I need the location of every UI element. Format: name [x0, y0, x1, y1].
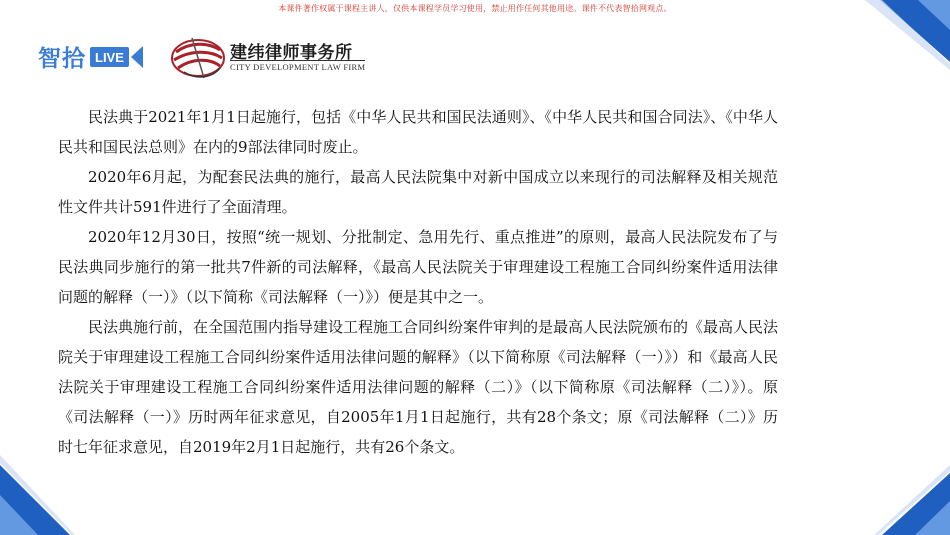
corner-decoration-top-right: [860, 0, 950, 70]
live-badge: LIVE: [90, 47, 129, 67]
zhishi-live-logo: [38, 40, 143, 73]
copyright-notice: 本课件著作权属于课程主讲人，仅供本课程学员学习使用，禁止用作任何其他用途。课件不代表智拾网观点。: [278, 4, 672, 13]
paragraph: 2020年6月起，为配套民法典的施行，最高人民法院集中对新中国成立以来现行的司法解释及相关规范性文件共计591件进行了全面清理。: [58, 168, 778, 216]
corner-decoration-bottom-right: [860, 465, 950, 535]
paragraph: 民法典于2021年1月1日起施行，包括《中华人民共和国民法通则》、《中华人民共和国合同法》、《中华人民共和国民法总则》在内的9部法律同时废止。: [58, 108, 778, 156]
firm-name-english: CITY DEVELOPMENT LAW FIRM: [230, 62, 366, 72]
play-arrow-icon: [131, 46, 143, 68]
main-content: [58, 102, 778, 462]
paragraph: 民法典施行前，在全国范围内指导建设工程施工合同纠纷案件审判的是最高人民法院颁布的《最高人民法院关于审理建设工程施工合同纠纷案件适用法律问题的解释》（以下简称原《司法解释（一）》）和《最高人民法院关于审理建设工程施工合同纠纷案件适用法律问题的解释（二）》（以下简称原《司法解释（二）》）。原《司法解释（一）》历时两年征求意见，自2005年1月1日起施行，共有28个条文；原《司法解释（二）》历时七年征求意见，自2019年2月1日起施行，共有26个条文。: [58, 318, 779, 456]
zhishi-logo-text: 智拾: [38, 46, 86, 72]
firm-name-chinese: 建纬律师事务所: [230, 43, 353, 63]
paragraph: 2020年12月30日，按照“统一规划、分批制定、急用先行、重点推进”的原则，最高人民法院发布了与民法典同步施行的第一批共7件新的司法解释，《最高人民法院关于审理建设工程施工合同纠纷案件适用法律问题的解释（一）》（以下简称《司法解释（一）》）便是其中之一。: [58, 228, 778, 306]
corner-decoration-bottom-left: [0, 455, 75, 535]
